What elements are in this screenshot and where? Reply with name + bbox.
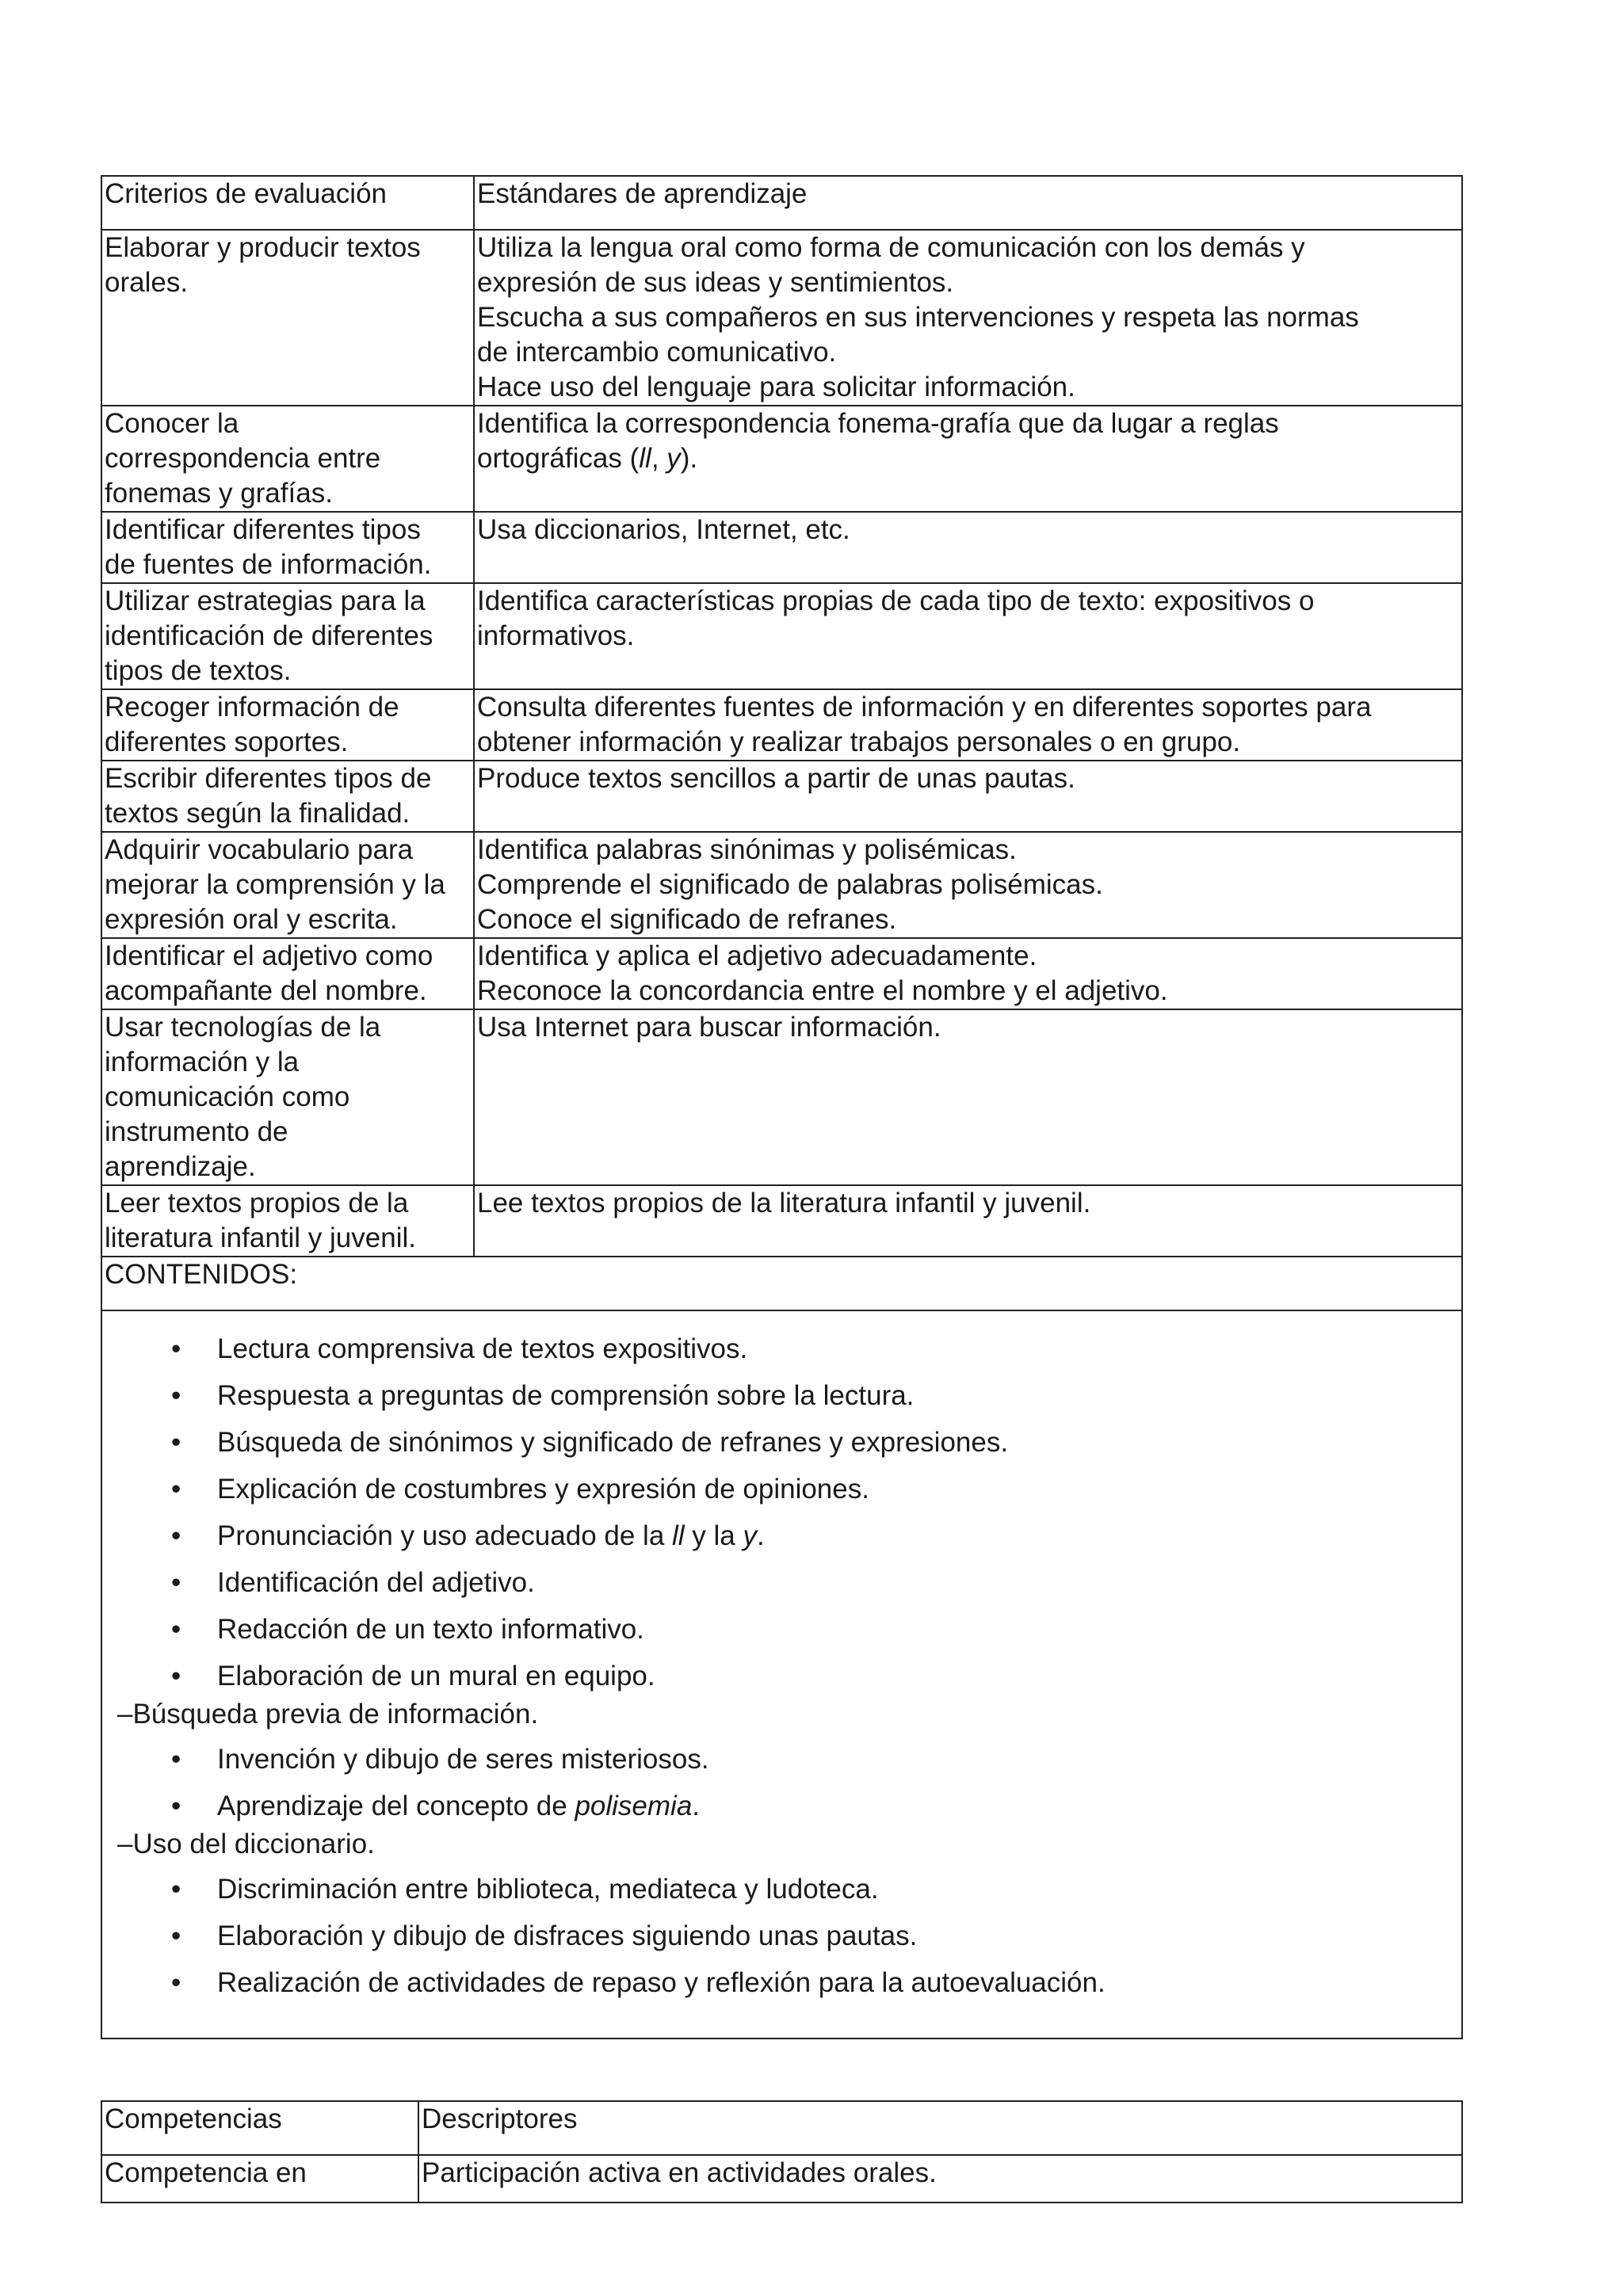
- bullet-icon: •: [171, 1661, 181, 1691]
- criterio-cell: [101, 406, 474, 512]
- criterio-cell: [101, 761, 474, 832]
- descriptor-cell: Participación activa en actividades orales.: [418, 2155, 1462, 2203]
- criterio-line: fonemas y grafías.: [105, 478, 333, 509]
- estandar-line: Comprende el significado de palabras polisémicas.: [477, 869, 1103, 900]
- estandar-cell: [474, 406, 1462, 512]
- bullet-icon: •: [171, 1967, 181, 1998]
- list-item-text: Respuesta a preguntas de comprensión sobre la lectura.: [217, 1380, 915, 1411]
- header-estandares: Estándares de aprendizaje: [474, 176, 1462, 230]
- list-item-text: Redacción de un texto informativo.: [217, 1614, 644, 1645]
- estandar-line: Escucha a sus compañeros en sus intervenciones y respeta las normas: [477, 302, 1359, 333]
- estandar-cell: [474, 512, 1462, 583]
- estandar-cell: [474, 689, 1462, 761]
- criterio-cell: [101, 583, 474, 689]
- criterio-cell: [101, 512, 474, 583]
- criterio-line: Utilizar estrategias para la: [105, 585, 426, 616]
- criterio-line: Elaborar y producir textos: [105, 232, 421, 263]
- estandar-cell: [474, 583, 1462, 689]
- estandar-line: Utiliza la lengua oral como forma de comunicación con los demás y: [477, 232, 1305, 263]
- estandar-line: de intercambio comunicativo.: [477, 337, 837, 368]
- list-item: [105, 1783, 1459, 1829]
- criterio-line: identificación de diferentes: [105, 620, 433, 651]
- criterio-line: tipos de textos.: [105, 655, 292, 686]
- bullet-icon: •: [171, 1474, 181, 1505]
- estandar-line: Hace uso del lenguaje para solicitar información.: [477, 372, 1075, 402]
- table-row: [101, 230, 1462, 406]
- bullet-icon: •: [171, 1791, 181, 1821]
- table-row: [101, 938, 1462, 1009]
- criteria-table: [101, 175, 1463, 2039]
- header-descriptores: Descriptores: [418, 2101, 1462, 2155]
- contenidos-label: CONTENIDOS:: [101, 1257, 1462, 1310]
- criterio-line: correspondencia entre: [105, 443, 381, 474]
- list-item-text: Identificación del adjetivo.: [217, 1567, 535, 1598]
- criterio-line: expresión oral y escrita.: [105, 904, 398, 935]
- criterio-line: orales.: [105, 267, 189, 298]
- estandar-cell: [474, 1009, 1462, 1185]
- bullet-icon: •: [171, 1920, 181, 1951]
- list-item-text: Búsqueda de sinónimos y significado de refranes y expresiones.: [217, 1427, 1009, 1458]
- criterio-line: acompañante del nombre.: [105, 975, 427, 1006]
- bullet-icon: •: [171, 1380, 181, 1411]
- table-header-row: [101, 2101, 1462, 2155]
- table-row: [101, 1009, 1462, 1185]
- list-item: [105, 1325, 1459, 1372]
- bullet-icon: •: [171, 1427, 181, 1458]
- list-item: [105, 1736, 1459, 1783]
- table-row: [101, 2155, 1462, 2203]
- estandar-line: Lee textos propios de la literatura infantil y juvenil.: [477, 1188, 1091, 1219]
- criterio-line: información y la: [105, 1047, 300, 1077]
- estandar-line: Usa diccionarios, Internet, etc.: [477, 514, 850, 545]
- criterio-line: literatura infantil y juvenil.: [105, 1222, 416, 1253]
- estandar-line: obtener información y realizar trabajos personales o en grupo.: [477, 727, 1241, 757]
- header-criterios: Criterios de evaluación: [101, 176, 474, 230]
- list-item: [105, 1419, 1459, 1466]
- estandar-line: Produce textos sencillos a partir de unas pautas.: [477, 763, 1075, 794]
- criterio-line: textos según la finalidad.: [105, 798, 411, 829]
- list-item-text: Discriminación entre biblioteca, mediateca y ludoteca.: [217, 1874, 879, 1905]
- criterio-line: mejorar la comprensión y la: [105, 869, 445, 900]
- estandar-line: Consulta diferentes fuentes de información y en diferentes soportes para: [477, 692, 1372, 723]
- list-item: [105, 1959, 1459, 2006]
- list-item-text: Explicación de costumbres y expresión de opiniones.: [217, 1474, 869, 1505]
- list-subitem: [105, 1693, 1459, 1736]
- table-header-row: [101, 176, 1462, 230]
- estandar-line: ortográficas (ll, y).: [477, 443, 698, 474]
- criterio-cell: [101, 1009, 474, 1185]
- criterio-line: aprendizaje.: [105, 1151, 256, 1182]
- estandar-line: Reconoce la concordancia entre el nombre y el adjetivo.: [477, 975, 1168, 1006]
- contenidos-header-row: [101, 1257, 1462, 1310]
- criterio-line: Escribir diferentes tipos de: [105, 763, 432, 794]
- list-item: [105, 1653, 1459, 1699]
- list-subitem: [105, 1823, 1459, 1866]
- criterio-line: Adquirir vocabulario para: [105, 834, 414, 865]
- list-item-text: Elaboración y dibujo de disfraces siguiendo unas pautas.: [217, 1920, 918, 1951]
- table-row: [101, 761, 1462, 832]
- list-item: [105, 1372, 1459, 1419]
- list-item: [105, 1512, 1459, 1559]
- estandar-line: Identifica palabras sinónimas y polisémicas.: [477, 834, 1017, 865]
- list-item-text: Elaboración de un mural en equipo.: [217, 1661, 655, 1691]
- criterio-line: Recoger información de: [105, 692, 399, 723]
- criterio-line: Identificar diferentes tipos: [105, 514, 421, 545]
- table-row: [101, 689, 1462, 761]
- estandar-cell: [474, 1185, 1462, 1257]
- bullet-icon: •: [171, 1520, 181, 1551]
- estandar-line: informativos.: [477, 620, 635, 651]
- bullet-icon: •: [171, 1567, 181, 1598]
- list-item: [105, 1606, 1459, 1653]
- criterio-line: Identificar el adjetivo como: [105, 940, 433, 971]
- list-item: [105, 1866, 1459, 1913]
- table-row: [101, 832, 1462, 938]
- table-row: [101, 406, 1462, 512]
- estandar-cell: [474, 230, 1462, 406]
- estandar-line: Conoce el significado de refranes.: [477, 904, 897, 935]
- criterio-cell: [101, 1185, 474, 1257]
- competencia-cell: Competencia en: [101, 2155, 418, 2203]
- list-item-text: Pronunciación y uso adecuado de la ll y la y.: [217, 1520, 765, 1551]
- list-item-text: Realización de actividades de repaso y reflexión para la autoevaluación.: [217, 1967, 1106, 1998]
- bullet-icon: •: [171, 1744, 181, 1775]
- criterio-cell: [101, 230, 474, 406]
- criterio-line: de fuentes de información.: [105, 549, 432, 580]
- criterio-line: Usar tecnologías de la: [105, 1012, 381, 1043]
- estandar-line: Identifica y aplica el adjetivo adecuadamente.: [477, 940, 1037, 971]
- criterio-cell: [101, 938, 474, 1009]
- estandar-cell: [474, 832, 1462, 938]
- contenidos-items: [105, 1325, 1459, 2006]
- bullet-icon: •: [171, 1614, 181, 1645]
- criterio-line: comunicación como: [105, 1081, 350, 1112]
- contenidos-row: [101, 1310, 1462, 2039]
- table-row: [101, 583, 1462, 689]
- list-item-text: Lectura comprensiva de textos expositivos.: [217, 1333, 748, 1364]
- bullet-icon: •: [171, 1874, 181, 1905]
- contenidos-list: [101, 1310, 1462, 2039]
- criterio-cell: [101, 832, 474, 938]
- list-item-text: Invención y dibujo de seres misteriosos.: [217, 1744, 709, 1775]
- list-item: [105, 1559, 1459, 1606]
- criterio-line: instrumento de: [105, 1116, 288, 1147]
- criterio-line: Conocer la: [105, 408, 239, 439]
- list-item-text: –Búsqueda previa de información.: [117, 1699, 539, 1730]
- list-item-text: –Uso del diccionario.: [117, 1829, 375, 1859]
- criterio-cell: [101, 689, 474, 761]
- estandar-line: expresión de sus ideas y sentimientos.: [477, 267, 954, 298]
- list-item-text: Aprendizaje del concepto de polisemia.: [217, 1791, 701, 1821]
- bullet-icon: •: [171, 1333, 181, 1364]
- criterio-line: diferentes soportes.: [105, 727, 349, 757]
- list-item: [105, 1466, 1459, 1512]
- competencias-table: [101, 2100, 1463, 2203]
- list-item: [105, 1913, 1459, 1959]
- header-competencias: Competencias: [101, 2101, 418, 2155]
- criterio-line: Leer textos propios de la: [105, 1188, 409, 1219]
- estandar-line: Usa Internet para buscar información.: [477, 1012, 941, 1043]
- estandar-cell: [474, 938, 1462, 1009]
- table-row: [101, 512, 1462, 583]
- estandar-cell: [474, 761, 1462, 832]
- estandar-line: Identifica la correspondencia fonema-grafía que da lugar a reglas: [477, 408, 1279, 439]
- estandar-line: Identifica características propias de cada tipo de texto: expositivos o: [477, 585, 1315, 616]
- table-row: [101, 1185, 1462, 1257]
